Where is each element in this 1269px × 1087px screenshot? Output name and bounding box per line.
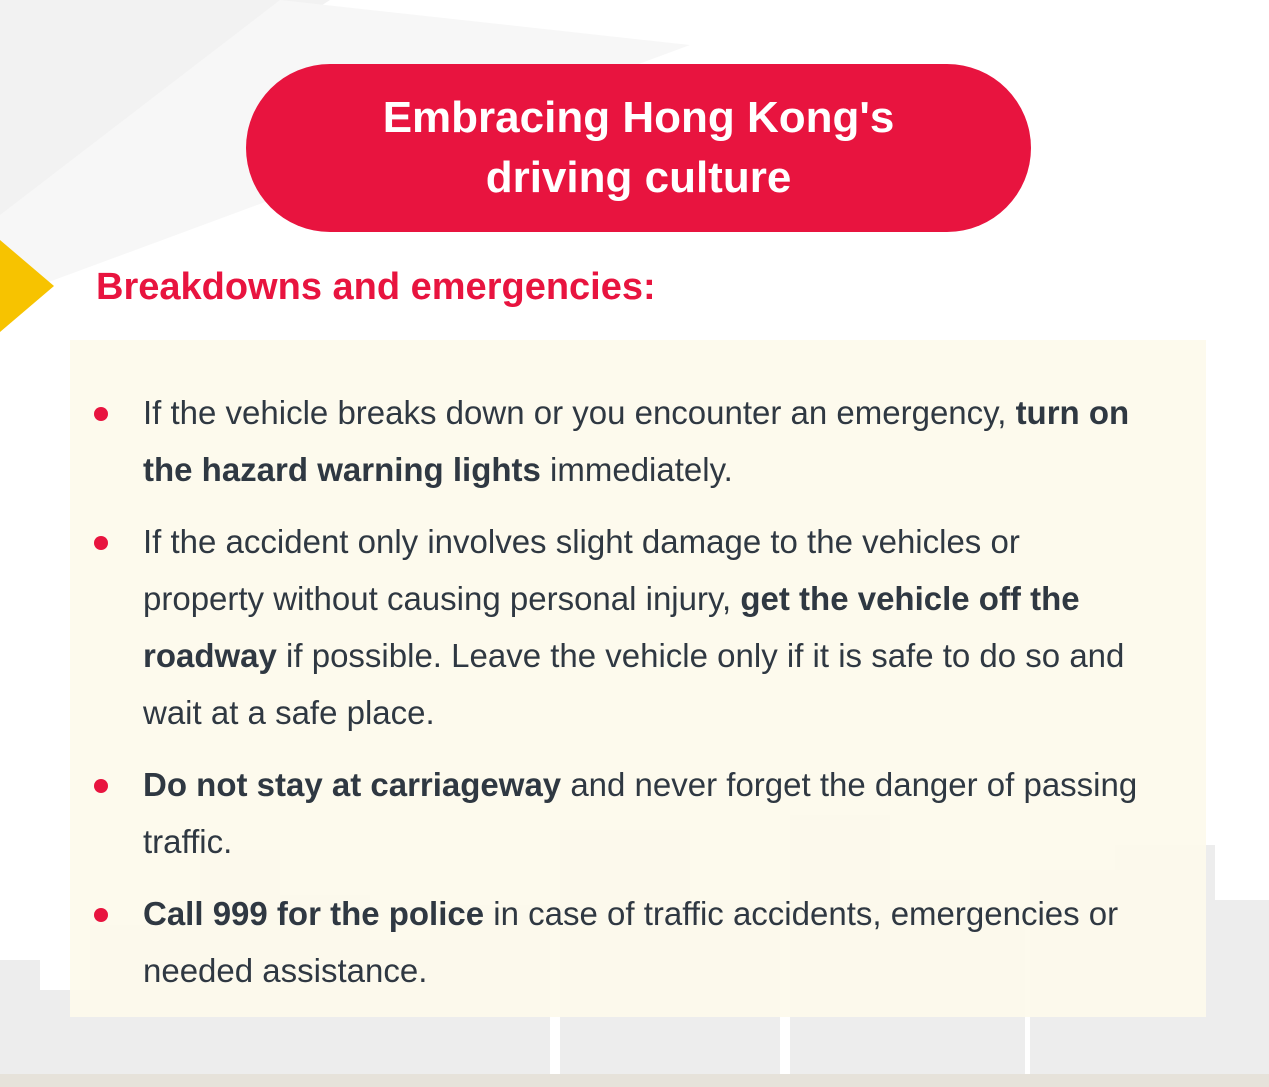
bullet-list xyxy=(70,384,1206,1014)
list-item-carriageway xyxy=(70,756,1206,870)
list-item-hazard-lights xyxy=(70,384,1206,498)
red-dot-bullet-icon xyxy=(94,536,108,550)
title-line-2: driving culture xyxy=(485,153,792,202)
bullet-emphasis: Call 999 for the police xyxy=(143,895,485,932)
bullet-emphasis: Do not stay at carriageway xyxy=(143,766,562,803)
red-dot-bullet-icon xyxy=(94,908,108,922)
bullet-text: immediately. xyxy=(540,451,733,488)
bullet-text: If the accident only involves slight damage to the vehicles or property without causing personal injury, xyxy=(143,523,1020,617)
yellow-triangle-icon xyxy=(0,240,56,332)
bullet-text: If the vehicle breaks down or you encounter an emergency, xyxy=(143,394,1016,431)
title-banner xyxy=(246,64,1031,232)
red-dot-bullet-icon xyxy=(94,407,108,421)
bullet-text: and never forget the danger of passing traffic. xyxy=(143,766,1138,860)
list-item-call-999 xyxy=(70,885,1206,999)
bullet-text: in case of traffic accidents, emergencies or needed assistance. xyxy=(143,895,1119,989)
content-panel xyxy=(70,340,1206,1017)
bullet-emphasis: get the vehicle off the roadway xyxy=(143,580,1080,674)
bottom-border-strip xyxy=(0,1074,1269,1087)
title-line-1: Embracing Hong Kong's xyxy=(382,93,895,142)
bullet-emphasis: turn on the hazard warning lights xyxy=(143,394,1130,488)
bullet-text: if possible. Leave the vehicle only if it is safe to do so and wait at a safe place. xyxy=(143,637,1125,731)
red-dot-bullet-icon xyxy=(94,779,108,793)
section-heading: Breakdowns and emergencies: xyxy=(96,266,656,308)
list-item-move-vehicle xyxy=(70,513,1206,741)
